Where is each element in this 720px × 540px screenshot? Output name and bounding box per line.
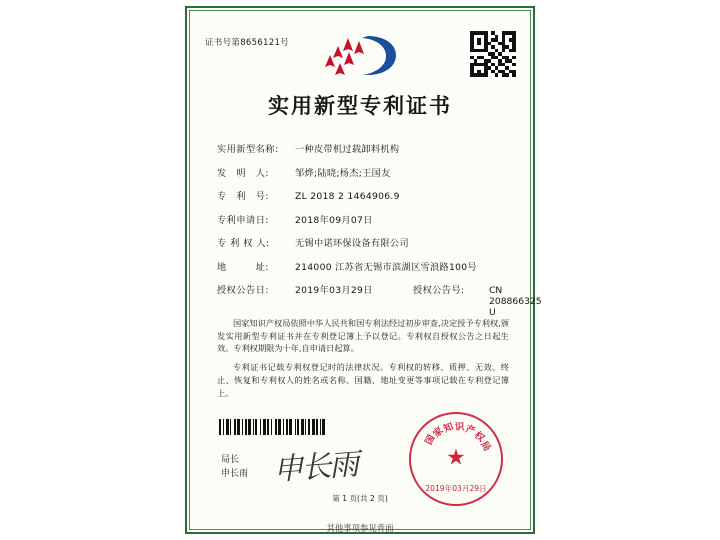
field-label-secondary: 授权公告号: (413, 285, 465, 297)
field-label: 地 址: (217, 261, 270, 273)
page-title: 实用新型专利证书 (268, 94, 452, 118)
signature-role: 局长 (221, 455, 240, 465)
field-value: 一种皮带机过载卸料机构 (295, 144, 400, 155)
qr-code-grid (470, 31, 516, 77)
field-label: 实用新型名称: (217, 144, 279, 155)
field-row (217, 285, 542, 319)
seal-star-icon: ★ (446, 445, 466, 471)
official-seal (409, 412, 503, 506)
field-value: 214000 江苏省无锡市滨湖区雪浪路100号 (295, 261, 477, 273)
field-label: 专 利 权 人: (217, 238, 270, 250)
field-row (217, 168, 511, 179)
field-row (217, 262, 511, 273)
legal-paragraph: 国家知识产权局依照中华人民共和国专利法经过初步审查,决定授予专利权,颁发实用新型专利证书并在专利登记簿上予以登记。专利权自授权公告之日起生效。专利权期限为十年,自申请日起算。 (217, 318, 509, 354)
field-value-secondary: CN 208866325 U (489, 285, 542, 319)
seal-date: 2019年03月29日 (425, 484, 487, 493)
field-label: 专 利 号: (217, 191, 270, 203)
certificate-content (195, 14, 542, 526)
field-value: 2018年09月07日 (295, 214, 373, 226)
field-value: 无锡中诺环保设备有限公司 (295, 238, 409, 250)
field-row (217, 238, 511, 249)
field-value: ZL 2018 2 1464906.9 (295, 191, 400, 203)
page-number: 第 1 页(共 2 页) (332, 494, 388, 503)
fields-list (217, 144, 542, 331)
signature-name: 申长雨 (221, 468, 249, 479)
field-row (217, 144, 511, 155)
field-value: 2019年03月29日 (295, 285, 373, 297)
field-value: 邹烨;陆晓;杨杰;王国友 (295, 167, 391, 179)
signature-block (221, 454, 248, 482)
legal-paragraph: 专利证书记载专利权登记时的法律状况。专利权的转移、质押、无效、终止、恢复和专利权人的姓名或名称、国籍、地址变更等事项记载在专利登记簿上。 (217, 362, 509, 398)
legal-text (217, 317, 509, 405)
handwritten-signature: 申长雨 (272, 447, 359, 488)
qr-code-icon (469, 30, 517, 78)
footer-note: 其他事项参见背面 (326, 523, 394, 533)
certificate-number: 证书号第8656121号 (205, 38, 289, 48)
cnipa-logo-icon (318, 32, 402, 80)
barcode-icon (219, 419, 337, 435)
field-label: 发 明 人: (217, 167, 270, 179)
field-row (217, 215, 511, 226)
field-label: 专利申请日: (217, 214, 270, 226)
certificate-sheet (185, 6, 542, 534)
field-label: 授权公告日: (217, 285, 270, 297)
field-row (217, 191, 511, 202)
seal-text-ring: 国 家 知 识 产 权 局 (423, 421, 493, 454)
